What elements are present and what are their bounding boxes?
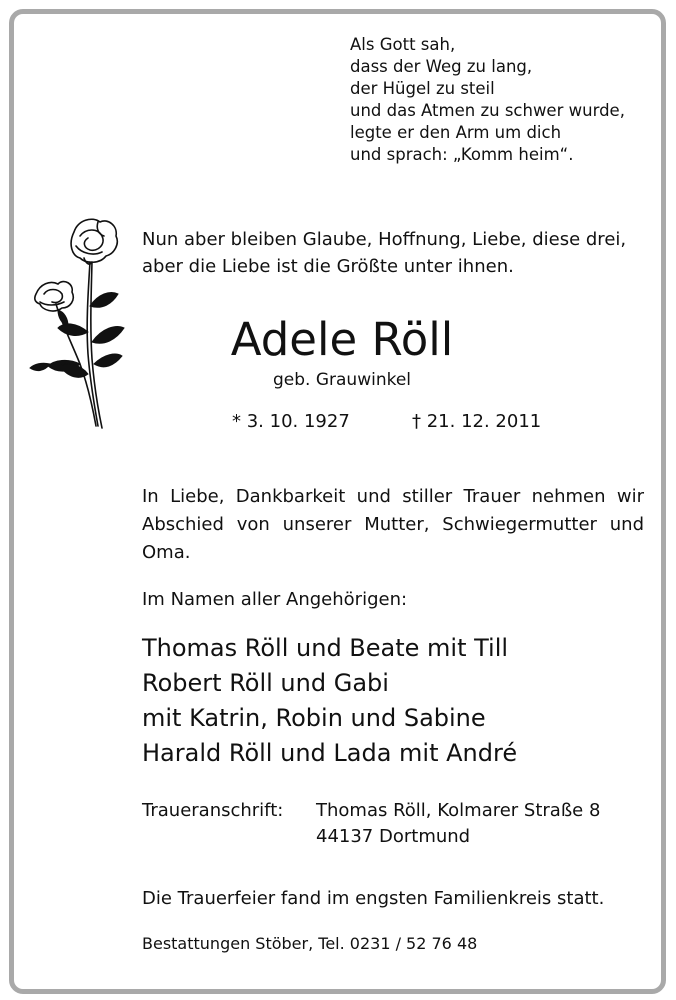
family-line: Harald Röll und Lada mit André	[142, 739, 518, 767]
poem-line: der Hügel zu steil	[350, 79, 495, 98]
poem	[350, 34, 625, 166]
deceased-name: Adele Röll	[230, 313, 454, 366]
maiden-name: geb. Grauwinkel	[272, 370, 412, 390]
family-list	[142, 631, 517, 771]
family-line: Thomas Röll und Beate mit Till	[142, 634, 509, 662]
family-line: Robert Röll und Gabi	[142, 669, 389, 697]
farewell-text: In Liebe, Dankbarkeit und stiller Trauer nehmen wir Abschied von unserer Mutter, Schwiegermutter und Oma.	[142, 486, 644, 563]
bible-quote: Nun aber bleiben Glaube, Hoffnung, Liebe, diese drei, aber die Liebe ist die Größte unter ihnen.	[142, 229, 627, 277]
rose-icon	[28, 214, 130, 432]
birth-date: * 3. 10. 1927	[232, 411, 350, 432]
mourning-address	[316, 798, 600, 850]
poem-line: und sprach: „Komm heim“.	[350, 145, 574, 164]
family-line: mit Katrin, Robin und Sabine	[142, 704, 486, 732]
address-label: Traueranschrift:	[142, 800, 284, 821]
ceremony-note: Die Trauerfeier fand im engsten Familienkreis statt.	[142, 888, 605, 909]
poem-line: Als Gott sah,	[350, 35, 456, 54]
death-date: † 21. 12. 2011	[412, 411, 542, 432]
poem-line: dass der Weg zu lang,	[350, 57, 533, 76]
poem-line: und das Atmen zu schwer wurde,	[350, 101, 625, 120]
address-street: Thomas Röll, Kolmarer Straße 8	[316, 800, 601, 821]
relatives-intro: Im Namen aller Angehörigen:	[142, 589, 408, 610]
address-city: 44137 Dortmund	[316, 826, 471, 847]
poem-line: legte er den Arm um dich	[350, 123, 562, 142]
undertaker-contact: Bestattungen Stöber, Tel. 0231 / 52 76 48	[142, 934, 478, 953]
